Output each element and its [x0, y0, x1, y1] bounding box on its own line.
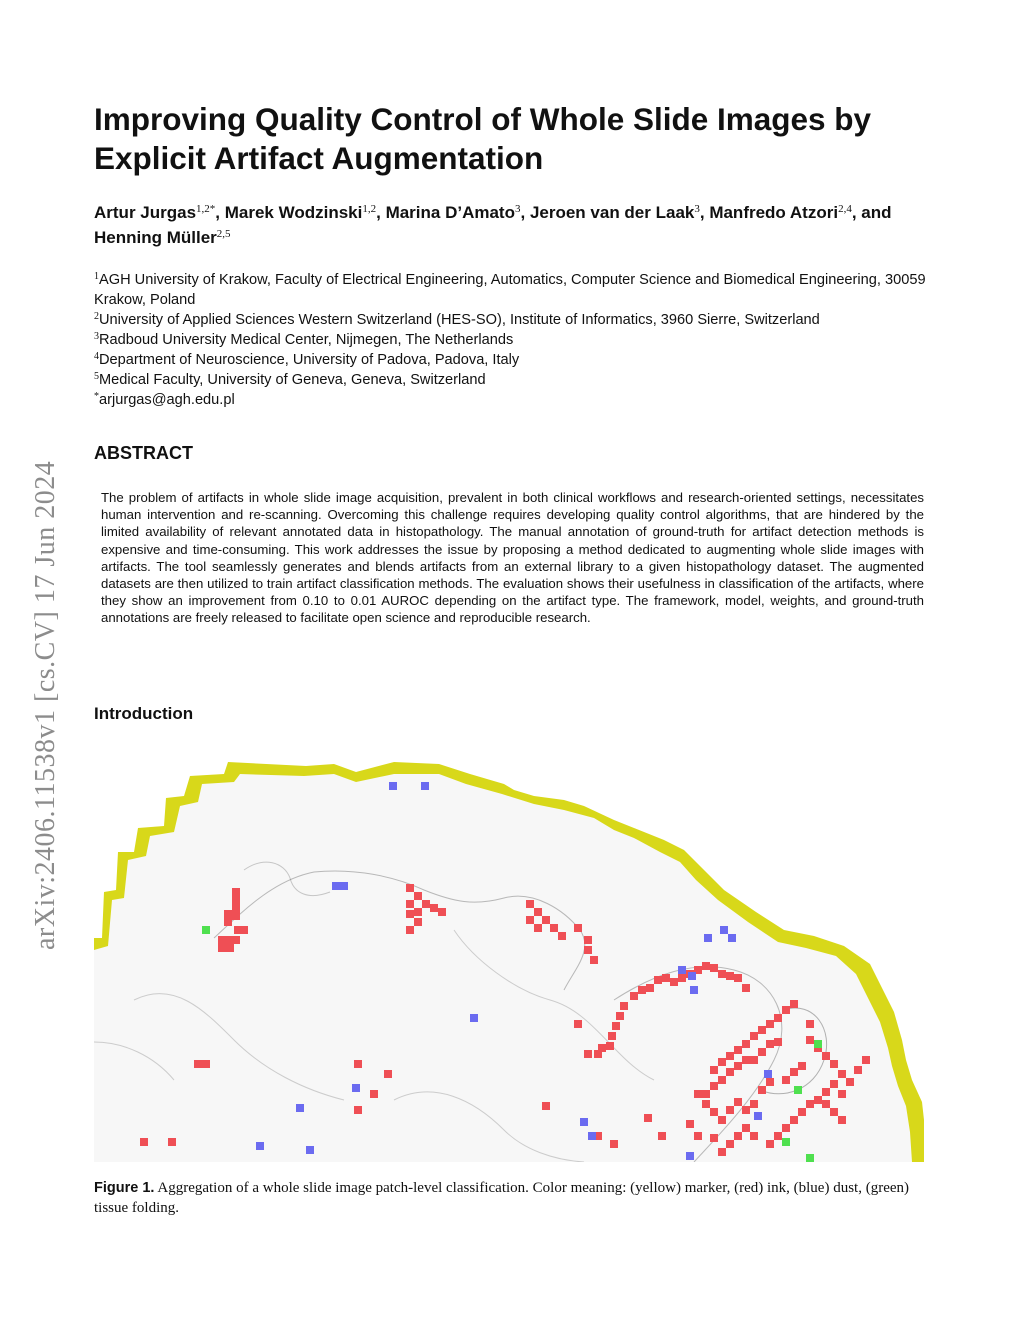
ink-patch [406, 910, 414, 918]
ink-patch [822, 1100, 830, 1108]
tissue-folding-patch [806, 1154, 814, 1162]
ink-patch [414, 908, 422, 916]
affiliation-text: Medical Faculty, University of Geneva, Geneva, Switzerland [99, 372, 486, 388]
ink-patch [790, 1000, 798, 1008]
figure-caption-text: Aggregation of a whole slide image patch-level classification. Color meaning: (yellow) marker, (red) ink, (blue) dust, (green) tissue folding. [94, 1180, 910, 1216]
ink-patch [758, 1026, 766, 1034]
ink-patch [218, 936, 226, 944]
ink-patch [646, 984, 654, 992]
ink-patch [662, 974, 670, 982]
affiliation-item [94, 270, 954, 310]
ink-patch [774, 1038, 782, 1046]
dust-patch [728, 934, 736, 942]
affiliation-email[interactable]: arjurgas@agh.edu.pl [99, 392, 235, 408]
ink-patch [542, 916, 550, 924]
dust-patch [688, 972, 696, 980]
tissue-folding-patch [814, 1040, 822, 1048]
ink-patch [610, 1140, 618, 1148]
ink-patch [232, 888, 240, 896]
ink-patch [710, 964, 718, 972]
ink-patch [782, 1124, 790, 1132]
ink-patch [574, 924, 582, 932]
ink-patch [194, 1060, 202, 1068]
ink-patch [694, 1090, 702, 1098]
ink-patch [766, 1040, 774, 1048]
ink-patch [766, 1020, 774, 1028]
ink-patch [584, 1050, 592, 1058]
ink-patch [354, 1106, 362, 1114]
ink-patch [608, 1032, 616, 1040]
ink-patch [750, 1100, 758, 1108]
ink-patch [814, 1096, 822, 1104]
figure-caption [94, 1178, 924, 1218]
affiliation-text: University of Applied Sciences Western Switzerland (HES-SO), Institute of Informatics, 3960 Sierre, Switzerland [99, 312, 820, 328]
ink-patch [718, 970, 726, 978]
dust-patch [704, 934, 712, 942]
ink-patch [232, 912, 240, 920]
author-name: Manfredo Atzori [709, 203, 839, 222]
ink-patch [742, 1040, 750, 1048]
ink-patch [202, 1060, 210, 1068]
ink-patch [438, 908, 446, 916]
ink-patch [734, 1046, 742, 1054]
ink-patch [766, 1078, 774, 1086]
arxiv-identifier-stamp: arXiv:2406.11538v1 [cs.CV] 17 Jun 2024 [30, 460, 61, 950]
ink-patch [232, 896, 240, 904]
author-list [94, 200, 944, 250]
ink-patch [616, 1012, 624, 1020]
ink-patch [550, 924, 558, 932]
author-affiliation-mark: 2,5 [216, 228, 231, 240]
author-name: Jeroen van der Laak [529, 203, 695, 222]
ink-patch [710, 1134, 718, 1142]
dust-patch [340, 882, 348, 890]
author-separator: , [520, 203, 530, 222]
ink-patch [718, 1148, 726, 1156]
affiliation-item [94, 330, 954, 350]
ink-patch [726, 972, 734, 980]
author-separator: , [699, 203, 710, 222]
ink-patch [790, 1116, 798, 1124]
affiliation-item [94, 350, 954, 370]
ink-patch [862, 1056, 870, 1064]
ink-patch [612, 1022, 620, 1030]
ink-patch [694, 1132, 702, 1140]
author-affiliation-mark: 3 [694, 203, 700, 215]
author-name: Artur Jurgas [94, 203, 197, 222]
ink-patch [782, 1076, 790, 1084]
ink-patch [726, 1140, 734, 1148]
tissue-folding-patch [782, 1138, 790, 1146]
ink-patch [232, 936, 240, 944]
ink-patch [534, 908, 542, 916]
ink-patch [734, 974, 742, 982]
ink-patch [822, 1088, 830, 1096]
author-separator: , and [851, 203, 892, 222]
ink-patch [542, 1102, 550, 1110]
ink-patch [726, 1068, 734, 1076]
ink-patch [406, 900, 414, 908]
dust-patch [352, 1084, 360, 1092]
author-name: Marina D’Amato [385, 203, 515, 222]
figure-caption-label: Figure 1. [94, 1180, 155, 1196]
author-separator: , [215, 203, 225, 222]
ink-patch [750, 1056, 758, 1064]
ink-patch [370, 1090, 378, 1098]
dust-patch [580, 1118, 588, 1126]
ink-patch [830, 1080, 838, 1088]
ink-patch [774, 1132, 782, 1140]
author-affiliation-mark: 2,4 [838, 203, 852, 215]
ink-patch [584, 936, 592, 944]
ink-patch [168, 1138, 176, 1146]
ink-patch [742, 1106, 750, 1114]
ink-patch [742, 1056, 750, 1064]
ink-patch [750, 1132, 758, 1140]
ink-patch [406, 926, 414, 934]
ink-patch [798, 1062, 806, 1070]
ink-patch [406, 884, 414, 892]
ink-patch [702, 1090, 710, 1098]
ink-patch [742, 1124, 750, 1132]
dust-patch [690, 986, 698, 994]
ink-patch [702, 1100, 710, 1108]
abstract-text: The problem of artifacts in whole slide image acquisition, prevalent in both clinical workflows and research-oriented settings, necessitates human intervention and re-scanning. Overcoming this challenge requires developing quality control algorithms, that are hindered by the limited availability of relevant annotated data in histopathology. The manual annotation of ground-truth for artifact detection methods is expensive and time-consuming. This work addresses the issue by proposing a method dedicated to augmenting whole slide images with artifacts. The tool seamlessly generates and blends artifacts from an external library to a given histopathology dataset. The augmented datasets are then utilized to train artifact classification methods. The evaluation shows their usefulness in classification of the artifacts, where they show an improvement from 0.10 to 0.01 AUROC depending on the artifact type. The framework, model, weights, and ground-truth annotations are freely released to facilitate open science and reproducible research. [101, 490, 924, 626]
author-affiliation-mark: 1,2 [362, 203, 377, 215]
ink-patch [806, 1100, 814, 1108]
ink-patch [790, 1068, 798, 1076]
ink-patch [838, 1090, 846, 1098]
ink-patch [526, 916, 534, 924]
ink-patch [798, 1108, 806, 1116]
ink-patch [782, 1006, 790, 1014]
dust-patch [754, 1112, 762, 1120]
ink-patch [590, 956, 598, 964]
ink-patch [686, 1120, 694, 1128]
ink-patch [384, 1070, 392, 1078]
ink-patch [414, 892, 422, 900]
ink-patch [224, 918, 232, 926]
dust-patch [421, 782, 429, 790]
author-affiliation-mark: 3 [514, 203, 521, 215]
tissue-folding-patch [202, 926, 210, 934]
ink-patch [526, 900, 534, 908]
ink-patch [734, 1098, 742, 1106]
ink-patch [758, 1048, 766, 1056]
author-separator: , [376, 203, 386, 222]
ink-patch [658, 1132, 666, 1140]
ink-patch [670, 978, 678, 986]
tissue-folding-patch [794, 1086, 802, 1094]
ink-patch [806, 1036, 814, 1044]
ink-patch [630, 992, 638, 1000]
dust-patch [720, 926, 728, 934]
ink-patch [846, 1078, 854, 1086]
dust-patch [588, 1132, 596, 1140]
ink-patch [558, 932, 566, 940]
wsi-image [94, 760, 924, 1162]
ink-patch [718, 1116, 726, 1124]
affiliation-mark: 1 [94, 271, 99, 282]
dust-patch [332, 882, 340, 890]
ink-patch [226, 944, 234, 952]
ink-patch [718, 1076, 726, 1084]
affiliation-mark: 5 [94, 371, 99, 382]
ink-patch [726, 1052, 734, 1060]
dust-patch [764, 1070, 772, 1078]
ink-patch [606, 1042, 614, 1050]
ink-patch [140, 1138, 148, 1146]
ink-patch [710, 1108, 718, 1116]
dust-patch [470, 1014, 478, 1022]
affiliation-mark: 4 [94, 351, 99, 362]
affiliation-text: Radboud University Medical Center, Nijmegen, The Netherlands [99, 332, 514, 348]
ink-patch [838, 1116, 846, 1124]
affiliation-mark: 3 [94, 331, 99, 342]
ink-patch [232, 904, 240, 912]
ink-patch [766, 1140, 774, 1148]
introduction-heading: Introduction [94, 704, 194, 723]
affiliation-text: Department of Neuroscience, University of Padova, Padova, Italy [99, 352, 520, 368]
ink-patch [830, 1108, 838, 1116]
ink-patch [638, 986, 646, 994]
ink-patch [702, 962, 710, 970]
ink-patch [774, 1014, 782, 1022]
figure-wsi-artifact-map [94, 760, 924, 1162]
affiliation-item [94, 370, 954, 390]
ink-patch [742, 984, 750, 992]
dust-patch [389, 782, 397, 790]
affiliation-mark: * [94, 391, 99, 402]
ink-patch [414, 918, 422, 926]
ink-patch [620, 1002, 628, 1010]
dust-patch [686, 1152, 694, 1160]
dust-patch [306, 1146, 314, 1154]
author-name: Henning Müller [94, 228, 217, 247]
author-name: Marek Wodzinski [224, 203, 363, 222]
ink-patch [224, 910, 232, 918]
dust-patch [678, 966, 686, 974]
ink-patch [534, 924, 542, 932]
abstract-heading: ABSTRACT [94, 443, 193, 463]
ink-patch [218, 944, 226, 952]
ink-patch [574, 1020, 582, 1028]
ink-patch [750, 1032, 758, 1040]
paper-title: Improving Quality Control of Whole Slide Images by Explicit Artifact Augmentation [94, 101, 872, 176]
ink-patch [830, 1060, 838, 1068]
ink-patch [710, 1082, 718, 1090]
dust-patch [296, 1104, 304, 1112]
affiliation-list [94, 270, 954, 410]
ink-patch [240, 926, 248, 934]
ink-patch [678, 974, 686, 982]
author-affiliation-mark: 1,2* [196, 203, 216, 215]
dust-patch [256, 1142, 264, 1150]
ink-patch [710, 1066, 718, 1074]
ink-patch [822, 1052, 830, 1060]
ink-patch [734, 1132, 742, 1140]
ink-patch [594, 1050, 602, 1058]
ink-patch [430, 904, 438, 912]
affiliation-text: AGH University of Krakow, Faculty of Electrical Engineering, Automatics, Computer Science and Biomedical Engineering, 30059 Krakow, Poland [94, 272, 926, 308]
ink-patch [422, 900, 430, 908]
ink-patch [644, 1114, 652, 1122]
ink-patch [758, 1086, 766, 1094]
ink-patch [654, 976, 662, 984]
ink-patch [838, 1070, 846, 1078]
affiliation-item [94, 310, 954, 330]
ink-patch [718, 1058, 726, 1066]
ink-patch [584, 946, 592, 954]
affiliation-item [94, 390, 954, 410]
ink-patch [854, 1066, 862, 1074]
ink-patch [726, 1106, 734, 1114]
affiliation-mark: 2 [94, 311, 99, 322]
ink-patch [734, 1062, 742, 1070]
ink-patch [806, 1020, 814, 1028]
ink-patch [354, 1060, 362, 1068]
